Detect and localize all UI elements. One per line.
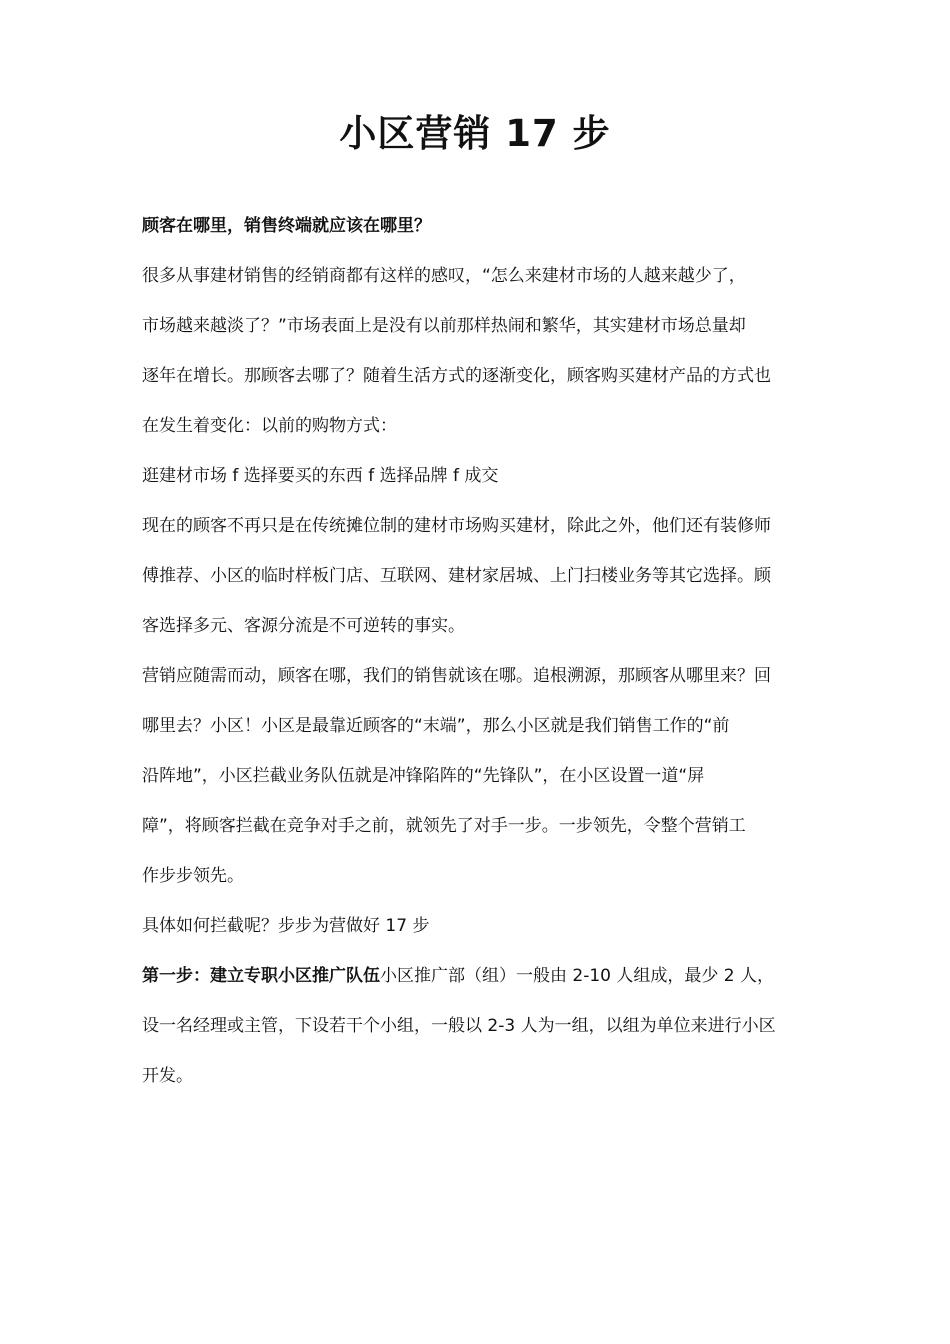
- paragraph-line: 逐年在增长。那顾客去哪了？随着生活方式的逐渐变化，顾客购买建材产品的方式也: [142, 366, 771, 386]
- paragraph-line: 傅推荐、小区的临时样板门店、互联网、建材家居城、上门扫楼业务等其它选择。顾: [142, 566, 771, 586]
- section-heading: 顾客在哪里，销售终端就应该在哪里？: [142, 216, 431, 236]
- document-title: 小区营销 17 步: [339, 112, 611, 155]
- paragraph-line: 客选择多元、客源分流是不可逆转的事实。: [142, 616, 465, 636]
- paragraph-line: 很多从事建材销售的经销商都有这样的感叹，“怎么来建材市场的人越来越少了，: [142, 266, 746, 286]
- paragraph-line: 设一名经理或主管，下设若干个小组，一般以 2-3 人为一组，以组为单位来进行小区: [142, 1016, 776, 1036]
- paragraph-line: 障”，将顾客拦截在竞争对手之前，就领先了对手一步。一步领先，令整个营销工: [142, 816, 746, 836]
- paragraph-3: [142, 651, 814, 901]
- paragraph-line: 哪里去？小区！小区是最靠近顾客的“末端”，那么小区就是我们销售工作的“前: [142, 716, 730, 736]
- step-1-section: [142, 951, 814, 1101]
- paragraph-1: [142, 251, 814, 451]
- paragraph-line: 作步步领先。: [142, 866, 244, 886]
- paragraph-line: 营销应随需而动，顾客在哪，我们的销售就该在哪。追根溯源，那顾客从哪里来？回: [142, 666, 771, 686]
- document-body: [142, 201, 814, 1101]
- paragraph-line: 在发生着变化：以前的购物方式：: [142, 416, 397, 436]
- step-1-label: 第一步：建立专职小区推广队伍: [142, 966, 380, 986]
- paragraph-line: 市场越来越淡了？”市场表面上是没有以前那样热闹和繁华，其实建材市场总量却: [142, 316, 746, 336]
- paragraph-line: 现在的顾客不再只是在传统摊位制的建材市场购买建材，除此之外，他们还有装修师: [142, 516, 771, 536]
- step-1-text: 小区推广部（组）一般由 2-10 人组成，最少 2 人，: [380, 966, 775, 986]
- paragraph-line: 开发。: [142, 1066, 193, 1086]
- intro-line: 具体如何拦截呢？步步为营做好 17 步: [142, 916, 430, 936]
- paragraph-2: [142, 501, 814, 651]
- step-1-first-line: [142, 951, 814, 1001]
- shopping-flow-line: 逛建材市场 f 选择要买的东西 f 选择品牌 f 成交: [142, 466, 499, 486]
- paragraph-line: 沿阵地”，小区拦截业务队伍就是冲锋陷阵的“先锋队”，在小区设置一道“屏: [142, 766, 705, 786]
